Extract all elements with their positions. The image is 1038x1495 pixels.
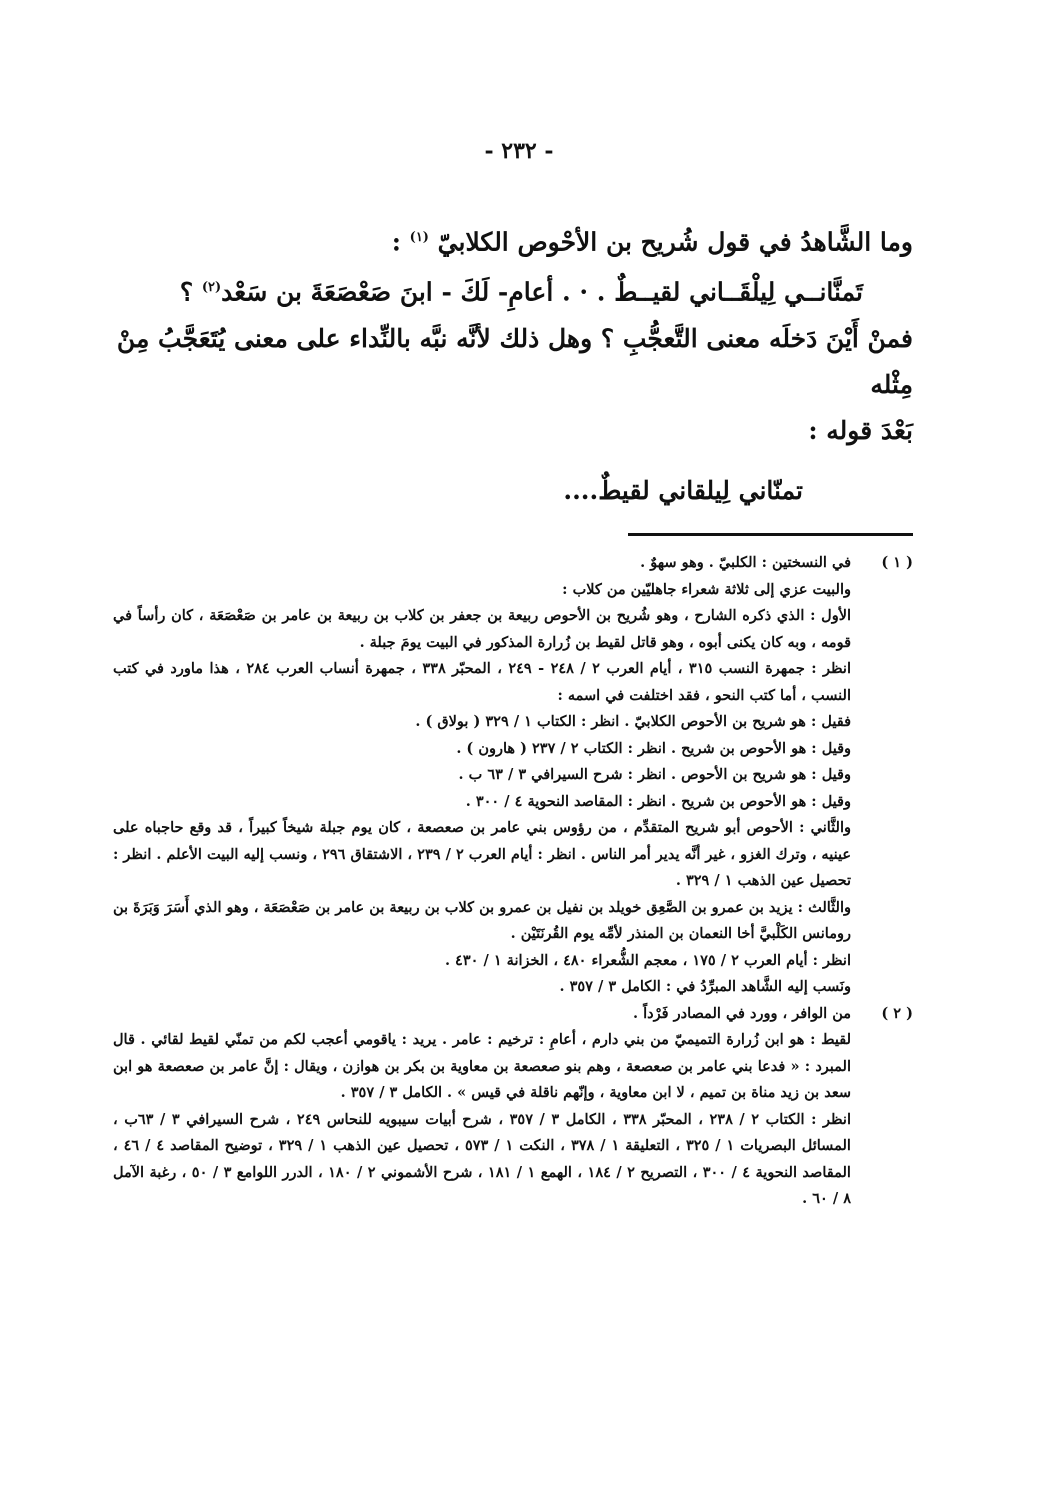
question-text: وما الشَّاهدُ في قول شُريح بن الأحْوص الكلابيّ: [437, 227, 913, 257]
footnote-line: انظر : الكتاب ٢ / ٢٣٨ ، المحبّر ٣٣٨ ، الكامل ٣ / ٣٥٧ ، شرح أبيات سيبويه للنحاس ٢٤٩ ، شرح السيرافي ٣ / ٦٣ب ، المسائل البصريات ١ / ٣٢٥ ، التعليقة ١ / ٣٧٨ ، النكت ١ / ٥٧٣ ، تحصيل عين الذهب ١ / ٣٢٩ ، توضيح المقاصد ٤ / ٤٦ ، المقاصد النحوية ٤ / ٣٠٠ ، التصريح ٢ / ١٨٤ ، الهمع ١ / ١٨١ ، شرح الأشموني ٢ / ١٨٠ ، الدرر اللوامع ٣ / ٥٠ ، رغبة الآمل ٨ / ٦٠ .: [113, 1110, 851, 1207]
footnote-line: فقيل : هو شريح بن الأحوص الكلابيّ . انظر : الكتاب ١ / ٣٢٩ ( بولاق ) .: [415, 713, 851, 730]
question-colon: :: [391, 227, 401, 257]
footnote-line: وقيل : هو الأحوص بن شريح . انظر : الكتاب ٢ / ٢٣٧ ( هارون ) .: [456, 739, 851, 757]
footnote-line: وقيل : هو شريح بن الأحوص . انظر : شرح السيرافي ٣ / ٦٣ ب .: [458, 766, 851, 783]
footnotes: [113, 550, 913, 1213]
footnote-1: [113, 550, 913, 1001]
footnote-line: والثَّالث : يزيد بن عمرو بن الصَّعِق خويلد بن نفيل بن عمرو بن كلاب بن ربيعة بن عامر بن صَعْصَعَة ، وهو الذي أَسَرَ وَبَرَةَ بن رومانس الكَلْبيَّ أخا النعمان بن المنذر لأمِّه يوم القُرنَتَيْن .: [113, 898, 851, 942]
verse-hemistich-first: تَمنَّانــي لِيلْقَــاني لقيــطٌ: [614, 277, 863, 307]
footnote-line: انظر : جمهرة النسب ٣١٥ ، أيام العرب ٢ / ٢٤٨ - ٢٤٩ ، المحبّر ٣٣٨ ، جمهرة أنساب العرب ٢٨٤ ، هذا ماورد في كتب النسب ، أما كتب النحو ، فقد اختلفت في اسمه :: [113, 660, 851, 704]
footnote-ref-2: (٢): [201, 280, 222, 296]
footnote-ref-1: (١): [409, 230, 429, 245]
question-line: [113, 215, 913, 265]
footnote-line: انظر : أيام العرب ٢ / ١٧٥ ، معجم الشُّعراء ٤٨٠ ، الخزانة ١ / ٤٣٠ .: [444, 951, 851, 969]
footnote-line: والثَّاني : الأحوص أبو شريح المتقدِّم ، من رؤوس بني عامر بن صعصعة ، كان يوم جبلة شيخاً كبيراً ، قد وقع حاجباه على عينيه ، وترك الغزو ، غير أنَّه يدير أمر الناس . انظر : أيام العرب ٢ / ٢٣٩ ، الاشتقاق ٢٩٦ ، ونسب إليه البيت الأعلم . انظر : تحصيل عين الذهب ١ / ٣٢٩ .: [113, 819, 851, 889]
footnote-line: في النسختين : الكلبيّ . وهو سهوٌ .: [640, 554, 851, 571]
verse-hemistich-second: أعامِ- لَكَ - ابنَ صَعْصَعَةَ بن سَعْد: [221, 277, 554, 307]
footnote-number: ( ١ ): [881, 554, 913, 571]
body-line-4: بَعْدَ قوله :: [808, 415, 913, 445]
footnote-divider: [628, 533, 913, 536]
footnote-2: [113, 1001, 913, 1213]
footnote-number: ( ٢ ): [881, 1004, 913, 1022]
verse-separator: . · .: [561, 277, 606, 307]
verse-quote: تمنّاني لِيلقاني لقيطٌ....: [563, 475, 803, 505]
verse-question-mark: ؟: [179, 277, 194, 307]
footnote-line: والبيت عزي إلى ثلاثة شعراء جاهليّين من كلاب :: [562, 580, 851, 598]
footnote-line: الأول : الذي ذكره الشارح ، وهو شُريح بن الأحوص ربيعة بن جعفر بن كلاب بن ربيعة بن عامر بن صَعْصَعَة ، كان رأساً في قومه ، وبه كان يكنى أبوه ، وهو قاتل لقيط بن زُرارة المذكور في البيت يومَ جبلة .: [113, 607, 851, 651]
main-text: [113, 215, 913, 514]
footnote-line: لقيط : هو ابن زُرارة التميميّ من بني دارم ، أعامِ : ترخيم : عامر . يريد : ياقومي أعجب لكم من تمنّي لقيط لقائي . قال المبرد : « فدعا بني عامر بن صعصعة ، وهم بنو صعصعة بن معاوية بن بكر بن هوازن ، ويقال : إنَّ عامر بن صعصعة هو ابن سعد بن زيد مناة بن تميم ، لا ابن معاوية ، وإنّهم ناقلة في قيس » . الكامل ٣ / ٣٥٧ .: [113, 1031, 851, 1101]
footnote-line: ونَسب إليه الشَّاهد المبرِّدُ في : الكامل ٣ / ٣٥٧ .: [559, 978, 851, 995]
footnote-line: من الوافر ، وورد في المصادر فَرْداً .: [633, 1004, 851, 1022]
footnote-line: وقيل : هو الأحوص بن شريح . انظر : المقاصد النحوية ٤ / ٣٠٠ .: [465, 792, 851, 810]
body-line-3: فمنْ أَيْنَ دَخلَه معنى التَّعجُّبِ ؟ وهل ذلك لأنَّه نبَّه بالنِّداء على معنى يُتَعَجَّبُ مِنْ مِثْله: [116, 323, 913, 399]
verse-line: [113, 265, 913, 315]
page-number: - ٢٣٢ -: [484, 138, 554, 164]
